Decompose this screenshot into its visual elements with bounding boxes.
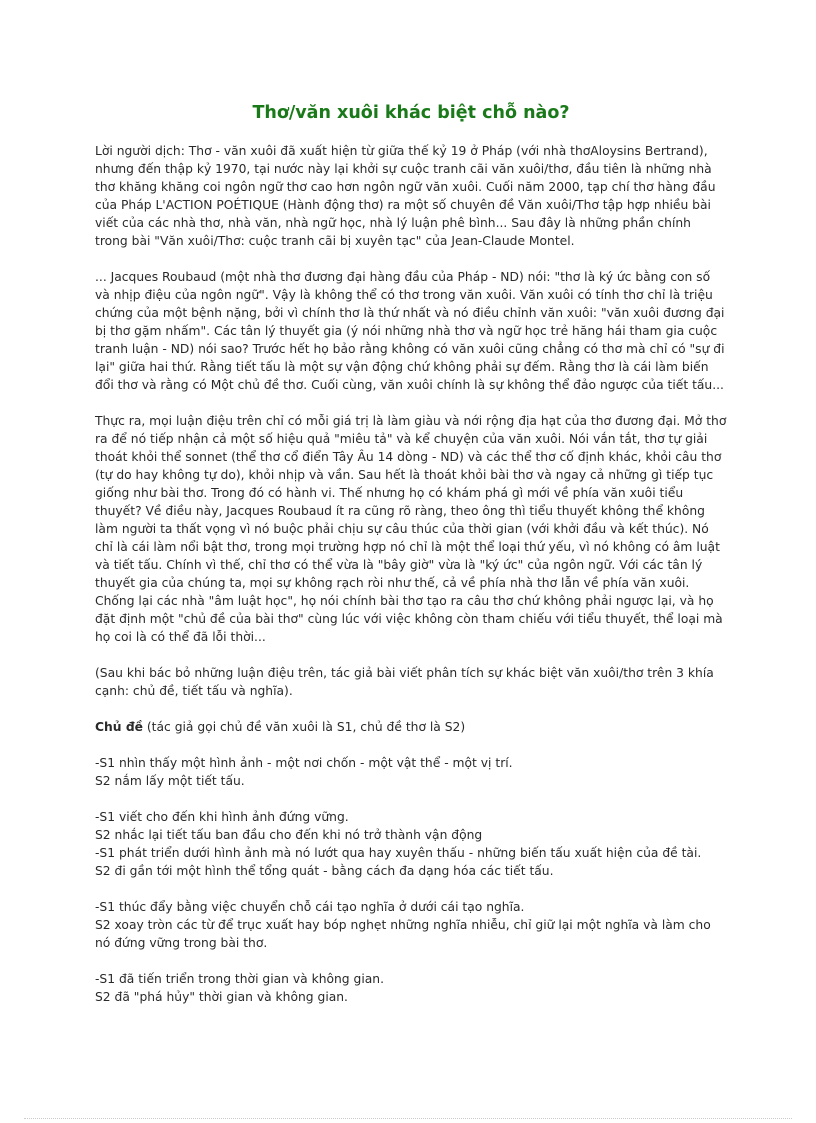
text-line: S2 nắm lấy một tiết tấu. — [95, 774, 245, 788]
text-line: họ coi là có thể đã lỗi thời... — [95, 630, 266, 644]
text-line: đổi thơ và rằng có Một chủ đề thơ. Cuối cùng, văn xuôi chính là sự không thể đảo ngược của tiết tấu... — [95, 378, 724, 392]
document-page — [95, 100, 727, 1024]
paragraph-analysis — [95, 412, 727, 646]
text-line: làm người ta thất vọng vì nó buộc phải chịu sự câu thúc của thời gian (với khởi đầu và kết thúc). Nó — [95, 522, 709, 536]
text-line: và tiết tấu. Chính vì thế, chỉ thơ có thể vừa là "bây giờ" vừa là "ký ức" của ngôn ngữ. Với các tân lý — [95, 558, 703, 572]
text-line: ... Jacques Roubaud (một nhà thơ đương đại hàng đầu của Pháp - ND) nói: "thơ là ký ức bằng con số — [95, 270, 711, 284]
text-line: bị thơ gặm nhấm". Các tân lý thuyết gia (ý nói những nhà thơ và ngữ học trẻ hăng hái tham gia cuộc — [95, 324, 718, 338]
paragraph-translator-note — [95, 142, 727, 250]
text-line: nó đứng vững trong bài thơ. — [95, 936, 268, 950]
text-line: nhưng đến thập kỷ 1970, tại nước này lại khởi sự cuộc tranh cãi văn xuôi/thơ, đầu tiên là những nhà — [95, 162, 712, 176]
text-line: cạnh: chủ đề, tiết tấu và nghĩa). — [95, 684, 293, 698]
paragraph-s1-s2-a — [95, 754, 727, 790]
text-line: thuyết gia của chúng ta, mọi sự không rạch ròi như thế, cả về phía nhà thơ lẫn về phía văn xuôi. — [95, 576, 690, 590]
text-line: chứng của một bệnh nặng, bởi vì chính thơ là thứ nhất và nó điều chỉnh văn xuôi: "văn xuôi đương đại — [95, 306, 725, 320]
text-line: thuyết? Về điều này, Jacques Roubaud ít ra cũng rõ ràng, theo ông thì tiểu thuyết không thể không — [95, 504, 705, 518]
text-line: của Pháp L'ACTION POÉTIQUE (Hành động thơ) ra một số chuyên đề Văn xuôi/Thơ tập hợp nhiều bài — [95, 198, 711, 212]
text-line: S2 nhắc lại tiết tấu ban đầu cho đến khi nó trở thành vận động — [95, 828, 483, 842]
text-line: viết của các nhà thơ, nhà văn, nhà ngữ học, nhà lý luận phê bình... Sau đây là những phần chính — [95, 216, 691, 230]
text-line: thoát khỏi thể sonnet (thể thơ cổ điển Tây Âu 14 dòng - ND) và các thể thơ cố định khác, khỏi câu thơ — [95, 450, 722, 464]
document-body — [95, 142, 727, 1006]
text-line: và nhịp điệu của ngôn ngữ". Vậy là không thể có thơ trong văn xuôi. Văn xuôi có tính thơ chỉ là triệu — [95, 288, 713, 302]
text-line: -S1 viết cho đến khi hình ảnh đứng vững. — [95, 810, 349, 824]
paragraph-aside — [95, 664, 727, 700]
text-line: -S1 thúc đẩy bằng việc chuyển chỗ cái tạo nghĩa ở dưới cái tạo nghĩa. — [95, 900, 525, 914]
text-line: giống như bài thơ. Trong đó có hành vi. Thế nhưng họ có khám phá gì mới về phía văn xuôi tiểu — [95, 486, 684, 500]
paragraph-s1-s2-b — [95, 808, 727, 880]
paragraph-s1-s2-c — [95, 898, 727, 952]
text-line: đặt định một "chủ đề của bài thơ" cùng lúc với việc không còn tham chiếu với tiểu thuyết, thể loại mà — [95, 612, 723, 626]
page-title: Thơ/văn xuôi khác biệt chỗ nào? — [252, 103, 570, 123]
text-line: thơ khăng khăng coi ngôn ngữ thơ cao hơn ngôn ngữ văn xuôi. Cuối năm 2000, tạp chí thơ hàng đầu — [95, 180, 716, 194]
text-line: ra để nó tiếp nhận cả một số hiệu quả "miêu tả" và kể chuyện của văn xuôi. Nói vắn tắt, thơ tự giải — [95, 432, 708, 446]
text-line: S2 đã "phá hủy" thời gian và không gian. — [95, 990, 348, 1004]
text-line: lại" giữa hai thứ. Rằng tiết tấu là một sự vận động chứ không phải sự đếm. Rằng thơ là cái làm biến — [95, 360, 709, 374]
text-line: Chống lại các nhà "âm luật học", họ nói chính bài thơ tạo ra câu thơ chứ không phải ngược lại, và họ — [95, 594, 714, 608]
paragraph-s1-s2-d — [95, 970, 727, 1006]
text-line: chỉ là cái làm nổi bật thơ, trong mọi trường hợp nó chỉ là một thể loại thứ yếu, vì nó không có âm luật — [95, 540, 720, 554]
section-heading: Chủ đề — [95, 720, 143, 734]
text-line: (tác giả gọi chủ đề văn xuôi là S1, chủ đề thơ là S2) — [142, 720, 466, 734]
text-line: (tự do hay không tự do), khỏi nhịp và vần. Sau hết là thoát khỏi bài thơ và ngay cả những gì tiếp tục — [95, 468, 714, 482]
text-line: -S1 đã tiến triển trong thời gian và không gian. — [95, 972, 384, 986]
text-line: trong bài "Văn xuôi/Thơ: cuộc tranh cãi bị xuyên tạc" của Jean-Claude Montel. — [95, 234, 575, 248]
text-line: Thực ra, mọi luận điệu trên chỉ có mỗi giá trị là làm giàu và nới rộng địa hạt của thơ đương đại. Mở thơ — [95, 414, 727, 428]
text-line: tranh luận - ND) nói sao? Trước hết họ bảo rằng không có văn xuôi cũng chẳng có thơ mà chỉ có "sự đi — [95, 342, 725, 356]
section-heading-subject — [95, 718, 727, 736]
text-line: S2 đi gần tới một hình thể tổng quát - bằng cách đa dạng hóa các tiết tấu. — [95, 864, 554, 878]
page-bottom-divider — [24, 1118, 792, 1119]
text-line: S2 xoay tròn các từ để trục xuất hay bóp nghẹt những nghĩa nhiễu, chỉ giữ lại một nghĩa và làm cho — [95, 918, 711, 932]
paragraph-roubaud — [95, 268, 727, 394]
text-line: -S1 nhìn thấy một hình ảnh - một nơi chốn - một vật thể - một vị trí. — [95, 756, 513, 770]
section-heading-line — [95, 718, 727, 736]
text-line: Lời người dịch: Thơ - văn xuôi đã xuất hiện từ giữa thế kỷ 19 ở Pháp (với nhà thơAloysins Bertrand), — [95, 144, 708, 158]
text-line: (Sau khi bác bỏ những luận điệu trên, tác giả bài viết phân tích sự khác biệt văn xuôi/thơ trên 3 khía — [95, 666, 714, 680]
text-line: -S1 phát triển dưới hình ảnh mà nó lướt qua hay xuyên thấu - những biến tấu xuất hiện của đề tài. — [95, 846, 702, 860]
